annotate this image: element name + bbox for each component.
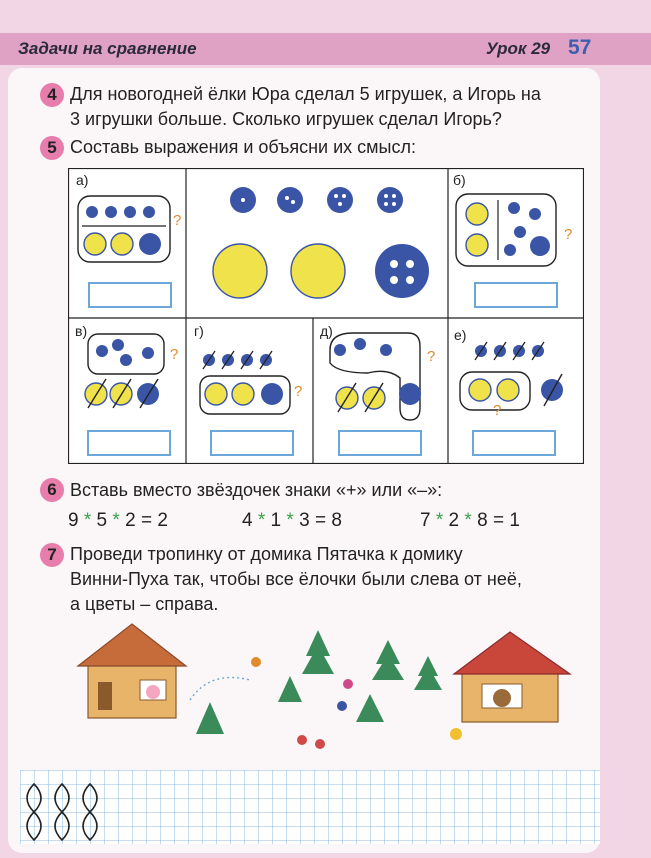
fir-trees	[196, 630, 442, 734]
question-mark: ?	[493, 402, 502, 419]
lesson-label: Урок 29	[486, 39, 551, 58]
piglet-house-illustration	[78, 624, 186, 718]
panel-label-g: г)	[194, 323, 204, 339]
task-number-badge: 4	[40, 83, 64, 107]
eq-number: 8	[477, 510, 488, 531]
answer-box-b[interactable]	[474, 282, 558, 308]
star-blank[interactable]: *	[464, 510, 472, 531]
equation-2	[242, 510, 342, 532]
task-line: Вставь вместо звёздочек знаки «+» или «–»:	[70, 480, 443, 500]
panel-label-d: д)	[320, 323, 333, 339]
eq-number: 9	[68, 510, 79, 531]
task-number-badge: 6	[40, 478, 64, 502]
panel-label-a: а)	[76, 172, 89, 188]
task-line: Винни-Пуха так, чтобы все ёлочки были слева от неё,	[70, 569, 522, 589]
eq-result: = 8	[314, 510, 342, 531]
task-line: Для новогодней ёлки Юра сделал 5 игрушек, а Игорь на	[70, 84, 541, 104]
answer-box-g[interactable]	[210, 430, 294, 456]
question-mark: ?	[564, 226, 573, 243]
answer-box-d[interactable]	[338, 430, 422, 456]
equation-1	[68, 510, 168, 532]
task-4-text	[70, 82, 541, 132]
eq-number: 4	[242, 510, 253, 531]
answer-box-a[interactable]	[88, 282, 172, 308]
star-blank[interactable]: *	[112, 510, 120, 531]
eq-number: 5	[96, 510, 108, 531]
task-line: а цветы – справа.	[70, 594, 219, 614]
topic-title: Задачи на сравнение	[18, 39, 197, 58]
star-blank[interactable]: *	[83, 510, 92, 531]
eq-number: 2	[125, 510, 136, 531]
eq-number: 1	[270, 510, 282, 531]
eq-number: 2	[448, 510, 460, 531]
task-number-badge: 7	[40, 543, 64, 567]
task-number-badge: 5	[40, 136, 64, 160]
eq-result: = 1	[492, 510, 520, 531]
eq-result: = 2	[140, 510, 168, 531]
expression-grid	[68, 168, 584, 464]
star-blank[interactable]: *	[435, 510, 444, 531]
answer-box-e[interactable]	[472, 430, 556, 456]
task-7-text	[70, 542, 522, 617]
equation-3	[420, 510, 520, 532]
question-mark: ?	[294, 383, 303, 400]
question-mark: ?	[173, 212, 182, 229]
star-blank[interactable]: *	[286, 510, 294, 531]
dotted-path	[190, 678, 250, 701]
task-line: Составь выражения и объясни их смысл:	[70, 137, 416, 157]
grid-paper	[20, 770, 600, 844]
question-mark: ?	[170, 346, 179, 363]
task-6-text	[70, 478, 442, 503]
eq-number: 3	[299, 510, 310, 531]
question-mark: ?	[427, 348, 436, 365]
forest-scene	[70, 610, 610, 770]
task-line: 3 игрушки больше. Сколько игрушек сделал Игорь?	[70, 109, 502, 129]
page-number: 57	[568, 36, 592, 59]
panel-label-v: в)	[75, 323, 88, 339]
eq-number: 7	[420, 510, 431, 531]
panel-label-b: б)	[453, 172, 466, 188]
task-line: Проведи тропинку от домика Пятачка к домику	[70, 544, 463, 564]
star-blank[interactable]: *	[257, 510, 266, 531]
task-5-text	[70, 135, 416, 160]
panel-label-e: е)	[454, 327, 467, 343]
pooh-house-illustration	[454, 632, 570, 722]
page-header	[0, 33, 651, 65]
answer-box-v[interactable]	[87, 430, 171, 456]
